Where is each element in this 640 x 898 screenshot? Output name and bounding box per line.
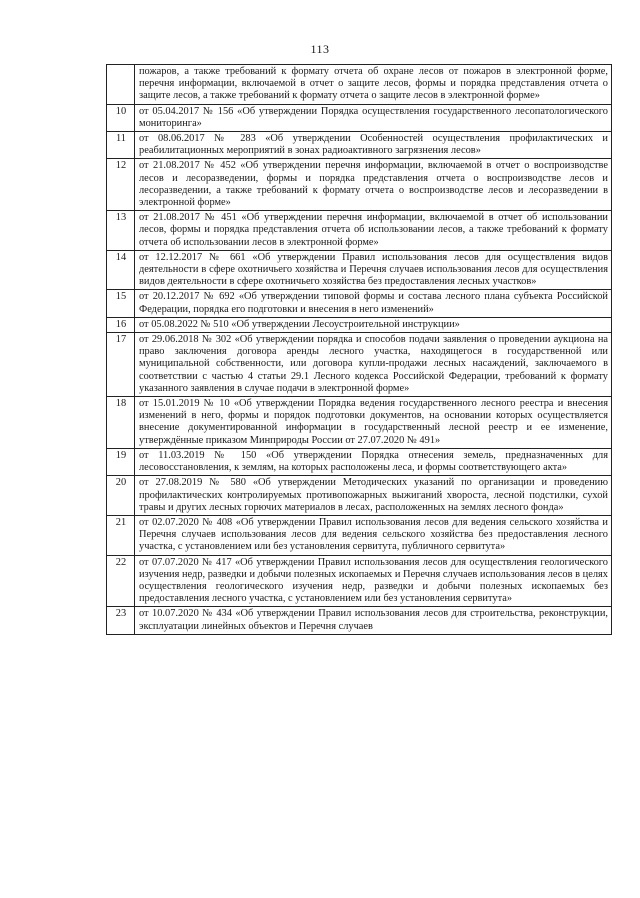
table-row [107, 333, 612, 397]
table-row [107, 607, 612, 634]
table-row [107, 476, 612, 516]
table-row [107, 290, 612, 317]
regulation-text: от 02.07.2020 № 408 «Об утверждении Правил использования лесов для ведения сельского хозяйства и Перечня случаев использования лесов для ведения сельского хозяйства без предоставления лесного участка, с установлением или без установления сервитута, публичного сервитута» [135, 515, 612, 555]
table-row [107, 132, 612, 159]
row-number: 21 [107, 515, 135, 555]
regulation-text: от 07.07.2020 № 417 «Об утверждении Правил использования лесов для осуществления геологического изучения недр, разведки и добычи полезных ископаемых и Перечня случаев использования лесов в целях осуществления геологического изучения недр, разведки и добычи полезных ископаемых без предоставления лесного участка, с установлением или без установления сервитута» [135, 555, 612, 607]
table-row [107, 555, 612, 607]
regulation-text: от 11.03.2019 № 150 «Об утверждении Порядка отнесения земель, предназначенных для лесовосстановления, к землям, на которых расположены леса, и формы соответствующего акта» [135, 448, 612, 475]
row-number: 17 [107, 333, 135, 397]
row-number: 20 [107, 476, 135, 516]
regulation-text: от 21.08.2017 № 452 «Об утверждении перечня информации, включаемой в отчет о воспроизводстве лесов и лесоразведении, формы и порядка представления отчета о воспроизводстве лесов и лесоразведении, а также требований к формату отчета о воспроизводстве лесов и лесоразведении в электронной форме» [135, 159, 612, 211]
regulation-text: от 29.06.2018 № 302 «Об утверждении порядка и способов подачи заявления о проведении аукциона на право заключения договора аренды лесного участка, находящегося в государственной или муниципальной собственности, или договора купли-продажи лесных насаждений, заключаемого в соответствии с частью 4 статьи 29.1 Лесного кодекса Российской Федерации, требований к формату указанного заявления в случае подачи в электронной форме» [135, 333, 612, 397]
table-row [107, 515, 612, 555]
table-row [107, 104, 612, 131]
row-number [107, 65, 135, 105]
regulation-text: от 10.07.2020 № 434 «Об утверждении Правил использования лесов для строительства, реконструкции, эксплуатации линейных объектов и Перечня случаев [135, 607, 612, 634]
row-number: 15 [107, 290, 135, 317]
row-number: 22 [107, 555, 135, 607]
regulations-table-body [107, 65, 612, 635]
row-number: 18 [107, 397, 135, 449]
row-number: 13 [107, 211, 135, 251]
table-row [107, 211, 612, 251]
table-row [107, 250, 612, 290]
regulations-table [106, 64, 612, 635]
row-number: 10 [107, 104, 135, 131]
table-row [107, 65, 612, 105]
regulation-text: пожаров, а также требований к формату отчета об охране лесов от пожаров в электронной форме, перечня информации, включаемой в отчет о защите лесов, формы и порядка представления отчета о защите лесов, а также требований к формату отчета о защите лесов в электронной форме» [135, 65, 612, 105]
row-number: 19 [107, 448, 135, 475]
row-number: 14 [107, 250, 135, 290]
table-row [107, 397, 612, 449]
regulation-text: от 08.06.2017 № 283 «Об утверждении Особенностей осуществления профилактических и реабилитационных мероприятий в зонах радиоактивного загрязнения лесов» [135, 132, 612, 159]
page-number: 113 [310, 42, 330, 56]
regulation-text: от 05.04.2017 № 156 «Об утверждении Порядка осуществления государственного лесопатологического мониторинга» [135, 104, 612, 131]
table-row [107, 159, 612, 211]
regulation-text: от 15.01.2019 № 10 «Об утверждении Порядка ведения государственного лесного реестра и внесения изменений в него, формы и порядок подготовки документов, на основании которых осуществляется внесение документированной информации в государственный лесной реестр и ее изменение, утверждённые приказом Минприроды России от 27.07.2020 № 491» [135, 397, 612, 449]
table-row [107, 317, 612, 332]
row-number: 16 [107, 317, 135, 332]
regulation-text: от 20.12.2017 № 692 «Об утверждении типовой формы и состава лесного плана субъекта Российской Федерации, порядка его подготовки и внесения в него изменений» [135, 290, 612, 317]
row-number: 11 [107, 132, 135, 159]
table-row [107, 448, 612, 475]
regulation-text: от 12.12.2017 № 661 «Об утверждении Правил использования лесов для осуществления видов деятельности в сфере охотничьего хозяйства и Перечня случаев использования лесов для осуществления видов деятельности в сфере охотничьего хозяйства без предоставления лесных участков» [135, 250, 612, 290]
row-number: 23 [107, 607, 135, 634]
regulation-text: от 05.08.2022 № 510 «Об утверждении Лесоустроительной инструкции» [135, 317, 612, 332]
regulation-text: от 21.08.2017 № 451 «Об утверждении перечня информации, включаемой в отчет об использовании лесов, формы и порядка представления отчета об использовании лесов, а также требований к формату отчета об использовании лесов в электронной форме» [135, 211, 612, 251]
row-number: 12 [107, 159, 135, 211]
regulation-text: от 27.08.2019 № 580 «Об утверждении Методических указаний по организации и проведению профилактических контролируемых противопожарных выжиганий хвороста, лесной подстилки, сухой травы и других лесных горючих материалов в лесах, расположенных на землях лесного фонда» [135, 476, 612, 516]
